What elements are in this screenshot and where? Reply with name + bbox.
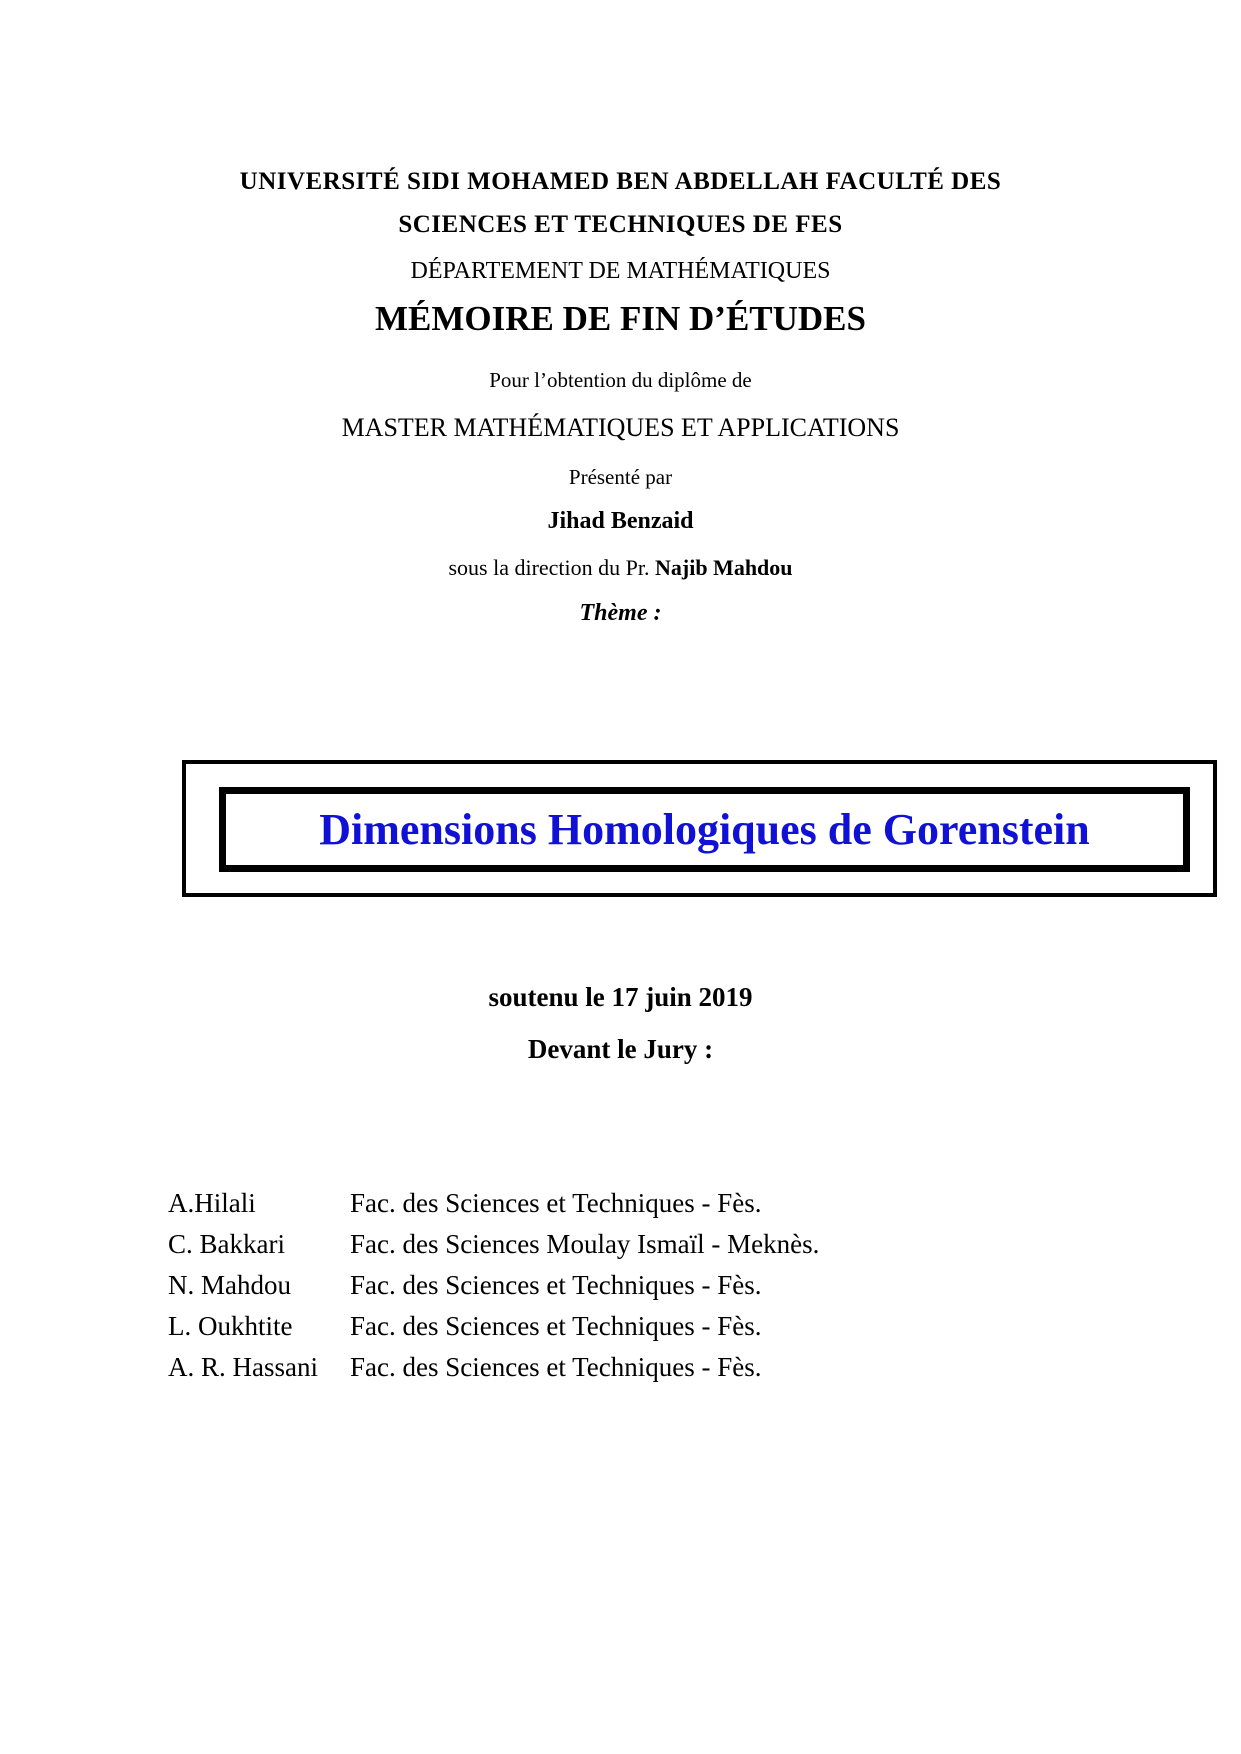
title-outer-frame xyxy=(182,760,1217,897)
jury-row xyxy=(168,1347,819,1388)
jury-row xyxy=(168,1306,819,1347)
jury-member-name: A. R. Hassani xyxy=(168,1352,318,1382)
jury-member-affiliation: Fac. des Sciences et Techniques - Fès. xyxy=(350,1311,762,1341)
supervision-line xyxy=(0,555,1241,581)
jury-row xyxy=(168,1265,819,1306)
thesis-title: Dimensions Homologiques de Gorenstein xyxy=(319,805,1090,854)
jury-member-affiliation: Fac. des Sciences et Techniques - Fès. xyxy=(350,1188,762,1218)
jury-table xyxy=(168,1183,819,1388)
jury-member-name: A.Hilali xyxy=(168,1188,256,1218)
memoire-heading: MÉMOIRE DE FIN D’ÉTUDES xyxy=(374,299,866,338)
jury-member-affiliation: Fac. des Sciences Moulay Ismaïl - Meknès. xyxy=(350,1229,820,1259)
supervisor-name: Najib Mahdou xyxy=(655,555,793,580)
jury-row xyxy=(168,1183,819,1224)
jury-member-name: L. Oukhtite xyxy=(168,1311,293,1341)
title-inner-frame xyxy=(219,787,1190,872)
supervision-prefix: sous la direction du Pr. xyxy=(448,555,650,580)
author-name: Jihad Benzaid xyxy=(547,508,694,534)
jury-heading: Devant le Jury : xyxy=(527,1034,714,1064)
defense-date: soutenu le 17 juin 2019 xyxy=(488,982,753,1012)
master-program-name: MASTER MATHÉMATIQUES ET APPLICATIONS xyxy=(341,413,900,442)
jury-row xyxy=(168,1224,819,1265)
jury-member-affiliation: Fac. des Sciences et Techniques - Fès. xyxy=(350,1352,762,1382)
jury-member-affiliation: Fac. des Sciences et Techniques - Fès. xyxy=(350,1270,762,1300)
diploma-purpose-text: Pour l’obtention du diplôme de xyxy=(489,368,752,392)
department-name: DÉPARTEMENT DE MATHÉMATIQUES xyxy=(410,258,831,284)
university-name-line2: SCIENCES ET TECHNIQUES DE FES xyxy=(398,211,843,238)
university-name-line1: UNIVERSITÉ SIDI MOHAMED BEN ABDELLAH FACULTÉ DES xyxy=(239,168,1002,195)
jury-member-name: N. Mahdou xyxy=(168,1270,291,1300)
presented-by-label: Présenté par xyxy=(568,465,673,489)
jury-member-name: C. Bakkari xyxy=(168,1229,285,1259)
theme-label: Thème : xyxy=(579,600,662,626)
